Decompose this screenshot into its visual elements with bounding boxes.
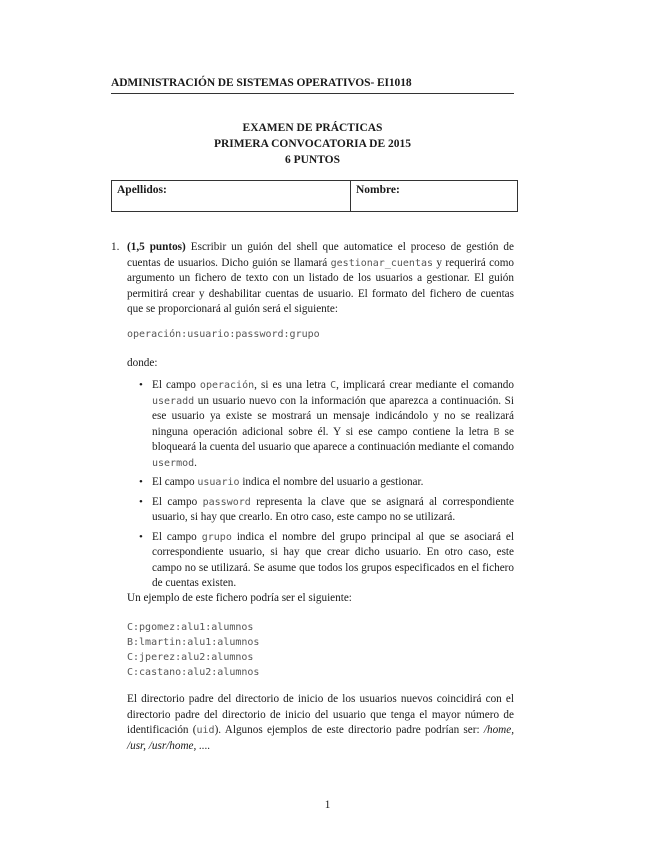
field-description-list — [138, 378, 514, 596]
question-number: 1. — [111, 241, 120, 253]
letter-b: B — [493, 426, 500, 438]
bullet-icon: • — [139, 476, 143, 488]
exam-title-line1: EXAMEN DE PRÁCTICAS — [242, 122, 383, 134]
example-intro: Un ejemplo de este fichero podría ser el siguiente: — [127, 592, 352, 604]
question-text-1: Escribir un guión del shell que automatice el proceso de gestión de cuentas de usuarios. Dicho guión se llamará — [127, 241, 514, 269]
list-item: • El campo password representa la clave que se asignará al correspondiente usuario, si hay que crearlo. En otro caso, este campo no se utilizará. — [139, 495, 515, 523]
field-usuario: usuario — [197, 477, 240, 488]
file-format: operación:usuario:password:grupo — [127, 329, 320, 340]
question-statement — [127, 240, 514, 318]
bullet-icon: • — [139, 530, 143, 543]
course-header: ADMINISTRACIÓN DE SISTEMAS OPERATIVOS- EI1018 — [111, 77, 412, 89]
donde-label: donde: — [127, 357, 158, 369]
example-file — [127, 620, 259, 680]
list-item: • El campo grupo indica el nombre del grupo principal al que se asociará el correspondiente usuario, si hay que crear dicho usuario. En otro caso, este campo no se utilizará. Se asume que todos los grupos especificados en el fichero de cuentas existen. — [139, 530, 514, 589]
home-directory-paragraph: El directorio padre del directorio de inicio de los usuarios nuevos coincidirá con el directorio padre del directorio de inicio del usuario que tenga el mayor número de identificación (uid). Algunos ejemplos de este directorio padre podrían ser: /home, /usr, /usr/home, .... — [127, 693, 515, 752]
example-line: B:lmartin:alu1:alumnos — [127, 637, 260, 648]
surname-label: Apellidos: — [117, 184, 167, 196]
example-line: C:jperez:alu2:alumnos — [127, 652, 254, 663]
question-text-2: y requerirá como argumento un fichero de texto con un listado de los usuarios a gestionar. El guión permitirá crear y deshabilitar cuentas de usuario. El formato del fichero de cuentas que se proporcionará al guión será el siguiente: — [127, 256, 514, 315]
exam-title-line3: 6 PUNTOS — [284, 154, 341, 166]
bullet-icon: • — [139, 495, 143, 508]
student-info-table — [111, 180, 518, 212]
exam-title-line2: PRIMERA CONVOCATORIA DE 2015 — [213, 138, 412, 150]
list-item: • El campo usuario indica el nombre del usuario a gestionar. — [138, 475, 514, 491]
example-paths: /home, /usr, /usr/home, .... — [127, 724, 515, 752]
name-label: Nombre: — [356, 184, 400, 196]
list-item: • El campo operación, si es una letra C, implicará crear mediante el comando useradd un usuario nuevo con la información que aparezca a continuación. Si ese usuario ya existe se mostrará un mensaje indicándolo y no se realizará ninguna operación adicional sobre él. Y si ese campo contiene la letra B se bloqueará la cuenta del usuario que aparece a continuación mediante el comando usermod. — [139, 379, 514, 469]
script-name: gestionar_cuentas — [330, 257, 433, 269]
example-line: C:castano:alu2:alumnos — [127, 667, 260, 678]
field-password: password — [202, 496, 251, 508]
field-grupo: grupo — [201, 531, 232, 543]
command-usermod: usermod — [152, 457, 195, 469]
exam-title — [111, 120, 514, 168]
letter-c: C — [330, 380, 337, 391]
name-field[interactable] — [351, 181, 517, 211]
field-operacion: operación — [199, 380, 255, 391]
surname-field[interactable] — [112, 181, 351, 211]
command-useradd: useradd — [152, 395, 195, 407]
question-points: (1,5 puntos) — [127, 241, 186, 253]
header-divider — [111, 93, 514, 94]
uid-term: uid — [196, 725, 215, 736]
page-number: 1 — [324, 799, 331, 811]
example-line: C:pgomez:alu1:alumnos — [127, 622, 254, 633]
bullet-icon: • — [139, 379, 143, 391]
